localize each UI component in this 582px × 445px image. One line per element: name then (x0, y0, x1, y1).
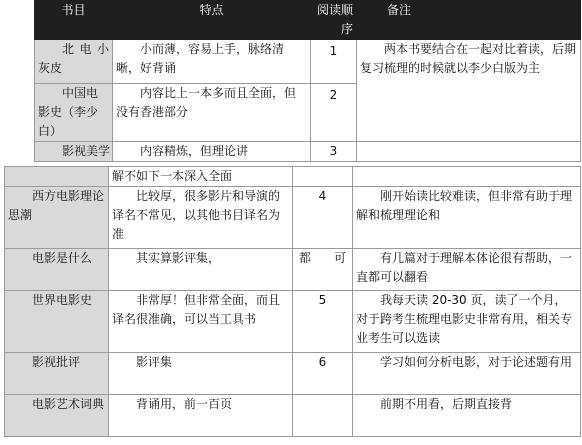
book-feature: 比较厚，很多影片和导演的译名不常见，以其他书目译名为准 (109, 187, 293, 249)
reading-order: 4 (293, 187, 353, 249)
header-feature: 特点 (113, 1, 311, 40)
header-note: 备注 (357, 1, 581, 40)
reading-list-table-top (34, 0, 581, 162)
book-note: 有几篇对于理解本体论很有帮助，一直都可以翻看 (353, 249, 581, 291)
table-row (5, 187, 581, 249)
book-title: 电影艺术词典 (5, 395, 109, 437)
book-feature: 非常厚！但非常全面，而且译名很准确，可以当工具书 (109, 291, 293, 353)
book-feature: 小而薄，容易上手，脉络清晰，好背诵 (113, 40, 311, 84)
table-header-row (35, 1, 581, 40)
book-note: 前期不用看，后期直接背 (353, 395, 581, 437)
book-note: 学习如何分析电影，对于论述题有用 (353, 353, 581, 395)
book-feature: 影评集 (109, 353, 293, 395)
book-feature: 其实算影评集， (109, 249, 293, 291)
book-title: 西方电影理论思潮 (5, 187, 109, 249)
reading-order (293, 167, 353, 187)
book-title: 影视美学 (35, 142, 113, 162)
table-row (5, 291, 581, 353)
book-note: 我每天读 20-30 页，读了一个月，对于跨考生梳理电影史非常有用，相关专业考生可以选读 (353, 291, 581, 353)
table-row (5, 353, 581, 395)
book-note (353, 167, 581, 187)
book-note (357, 142, 581, 162)
book-title: 世界电影史 (5, 291, 109, 353)
reading-order: 5 (293, 291, 353, 353)
header-title: 书目 (35, 1, 113, 40)
book-note: 刚开始读比较难读，但非常有助于理解和梳理理论和 (353, 187, 581, 249)
table-row (5, 395, 581, 437)
book-feature: 内容精炼，但理论讲 (113, 142, 311, 162)
reading-order: 2 (311, 84, 357, 142)
header-order: 阅读顺序 (311, 1, 357, 40)
table-row (5, 167, 581, 187)
book-note: 两本书要结合在一起对比着读，后期复习梳理的时候就以李少白版为主 (357, 40, 581, 142)
table-row (35, 142, 581, 162)
book-feature: 内容比上一本多而且全面，但没有香港部分 (113, 84, 311, 142)
book-title: 影视批评 (5, 353, 109, 395)
book-title: 中国电影史（李少白） (35, 84, 113, 142)
book-title: 北电小灰皮 (35, 40, 113, 84)
reading-order (293, 395, 353, 437)
book-feature: 背诵用，前一百页 (109, 395, 293, 437)
book-feature-continuation: 解不如下一本深入全面 (109, 167, 293, 187)
reading-order: 都可 (293, 249, 353, 291)
book-title (5, 167, 109, 187)
reading-list-table-bottom (4, 166, 581, 437)
table-row (35, 40, 581, 84)
reading-order: 1 (311, 40, 357, 84)
book-title: 电影是什么 (5, 249, 109, 291)
reading-order: 3 (311, 142, 357, 162)
table-row (5, 249, 581, 291)
reading-order: 6 (293, 353, 353, 395)
